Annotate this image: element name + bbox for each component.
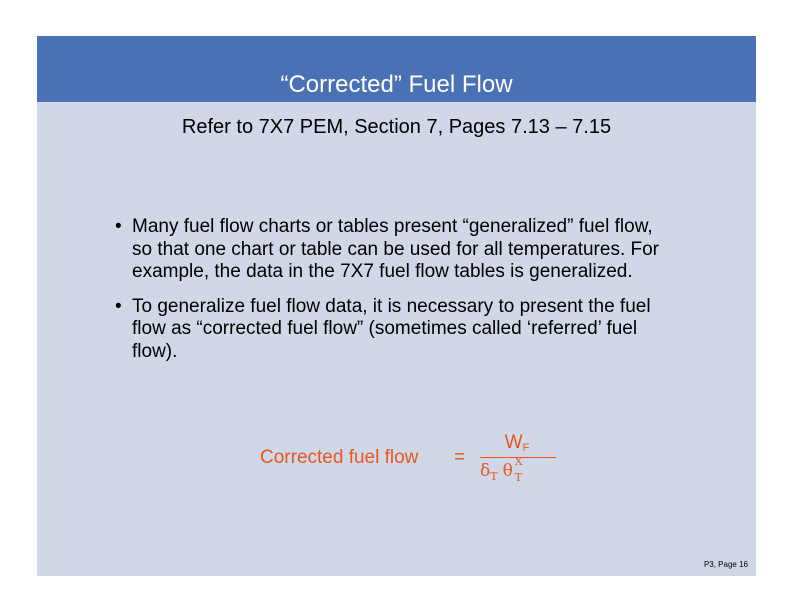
bullet-item (115, 216, 675, 284)
formula-numerator (492, 432, 542, 454)
delta-symbol: δ (480, 461, 491, 481)
theta-subscript: T (514, 471, 522, 484)
theta-symbol: θ (502, 461, 513, 481)
slide-subtitle: Refer to 7X7 PEM, Section 7, Pages 7.13 – 7.15 (181, 116, 612, 138)
delta-subscript: T (490, 470, 498, 483)
theta-superscript: X (514, 455, 523, 468)
numerator-symbol: W (504, 432, 523, 453)
slide (37, 36, 756, 576)
theta-term (502, 455, 523, 484)
numerator-subscript: F (522, 442, 530, 454)
bullet-dot: • (115, 295, 122, 317)
bullet-dot: • (115, 216, 122, 237)
bullet-list (115, 216, 675, 375)
bullet-text: Many fuel flow charts or tables present “generalized” fuel flow, so that one chart or table can be used for all temperatures. For example, the data in the 7X7 fuel flow tables is generalized. (132, 216, 660, 282)
page-number: P3, Page 16 (703, 560, 748, 569)
slide-title: “Corrected” Fuel Flow (280, 71, 513, 98)
formula-denominator (480, 455, 556, 484)
bullet-text: To generalize fuel flow data, it is necessary to present the fuel flow as “corrected fuel flow” (sometimes called ‘referred’ fuel flow). (132, 295, 651, 362)
bullet-item (115, 296, 675, 364)
formula-label: Corrected fuel flow (260, 447, 419, 468)
formula-equals: = (454, 447, 466, 468)
